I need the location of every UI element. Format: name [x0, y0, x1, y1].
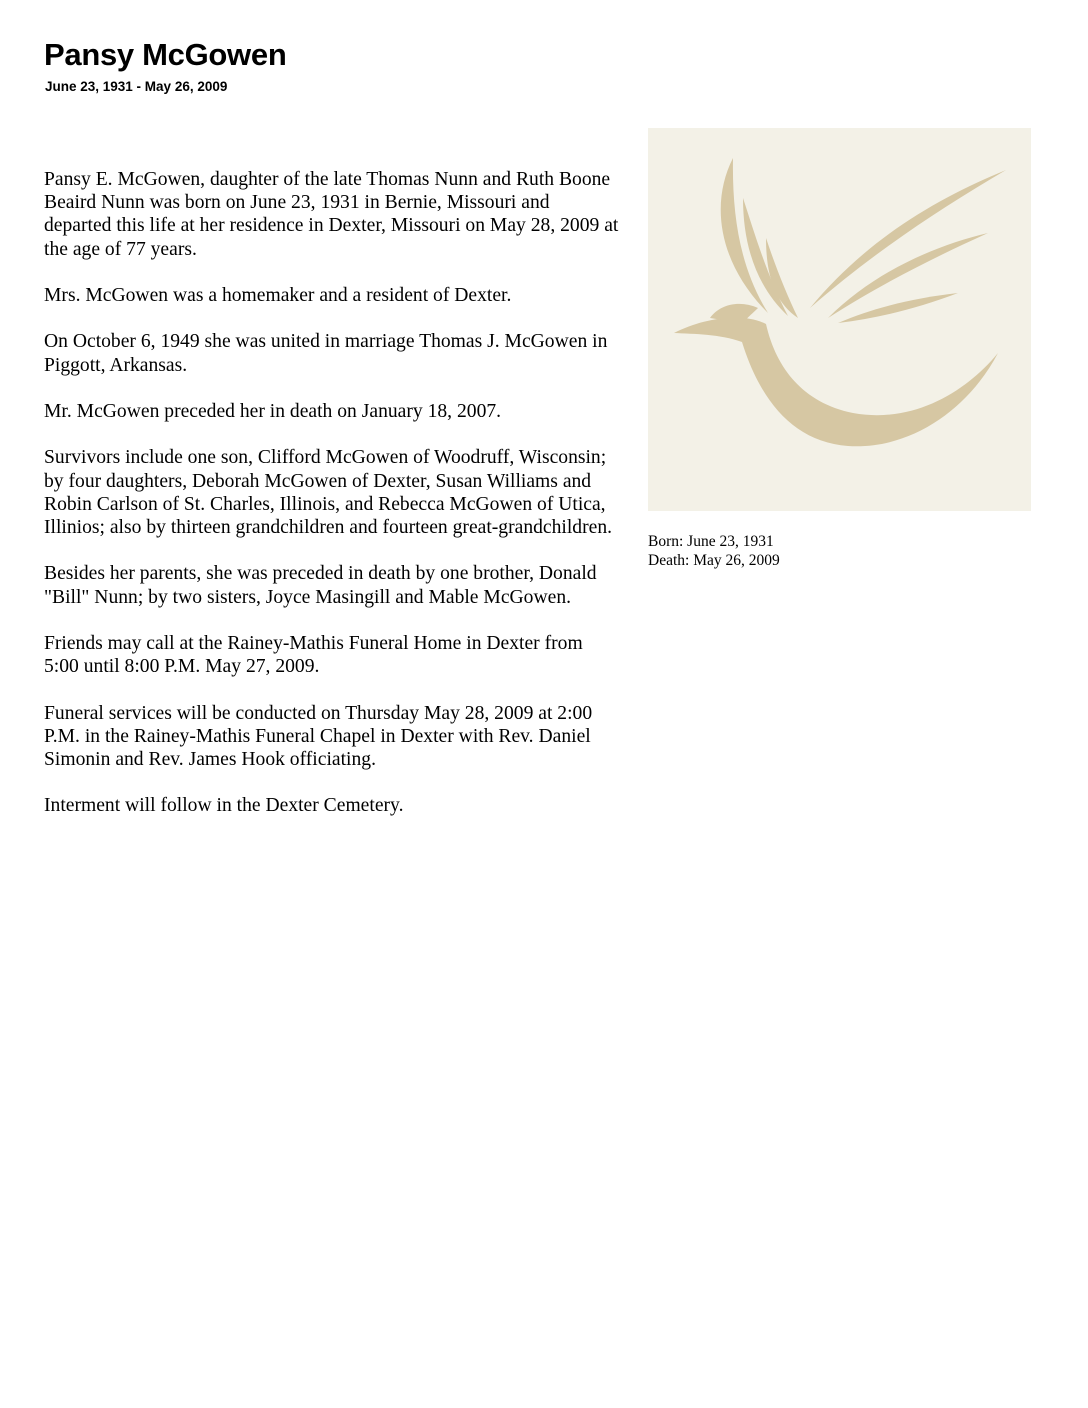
obituary-paragraph: Friends may call at the Rainey-Mathis Funeral Home in Dexter from 5:00 until 8:00 P.M. May 27, 2009. [44, 632, 583, 678]
death-date: Death: May 26, 2009 [648, 552, 780, 569]
obituary-paragraph: Mr. McGowen preceded her in death on January 18, 2007. [44, 400, 502, 422]
obituary-paragraph: Pansy E. McGowen, daughter of the late Thomas Nunn and Ruth Boone Beaird Nunn was born on June 23, 1931 in Bernie, Missouri and departed this life at her residence in Dexter, Missouri on May 28, 2009 at the age of 77 years. [44, 169, 619, 260]
obituary-body [44, 168, 619, 841]
obituary-paragraph: On October 6, 1949 she was united in marriage Thomas J. McGowen in Piggott, Arkansas. [44, 331, 608, 376]
date-range: June 23, 1931 - May 26, 2009 [45, 79, 228, 94]
born-date: Born: June 23, 1931 [648, 533, 774, 550]
page-title: Pansy McGowen [44, 37, 287, 72]
memorial-image [648, 128, 1031, 511]
obituary-paragraph: Funeral services will be conducted on Thursday May 28, 2009 at 2:00 P.M. in the Rainey-Mathis Funeral Chapel in Dexter with Rev. Daniel Simonin and Rev. James Hook officiating. [44, 702, 593, 770]
obituary-paragraph: Interment will follow in the Dexter Cemetery. [44, 795, 404, 817]
obituary-paragraph: Survivors include one son, Clifford McGowen of Woodruff, Wisconsin; by four daughters, Deborah McGowen of Dexter, Susan Williams and Robin Carlson of St. Charles, Illinois, and Rebecca McGowen of Utica, Illinios; also by thirteen grandchildren and fourteen great-grandchildren. [44, 447, 613, 538]
life-dates [648, 532, 780, 570]
dove-icon [648, 128, 1031, 511]
obituary-paragraph: Mrs. McGowen was a homemaker and a resident of Dexter. [44, 285, 512, 306]
obituary-paragraph: Besides her parents, she was preceded in death by one brother, Donald "Bill" Nunn; by two sisters, Joyce Masingill and Mable McGowen. [44, 563, 597, 608]
